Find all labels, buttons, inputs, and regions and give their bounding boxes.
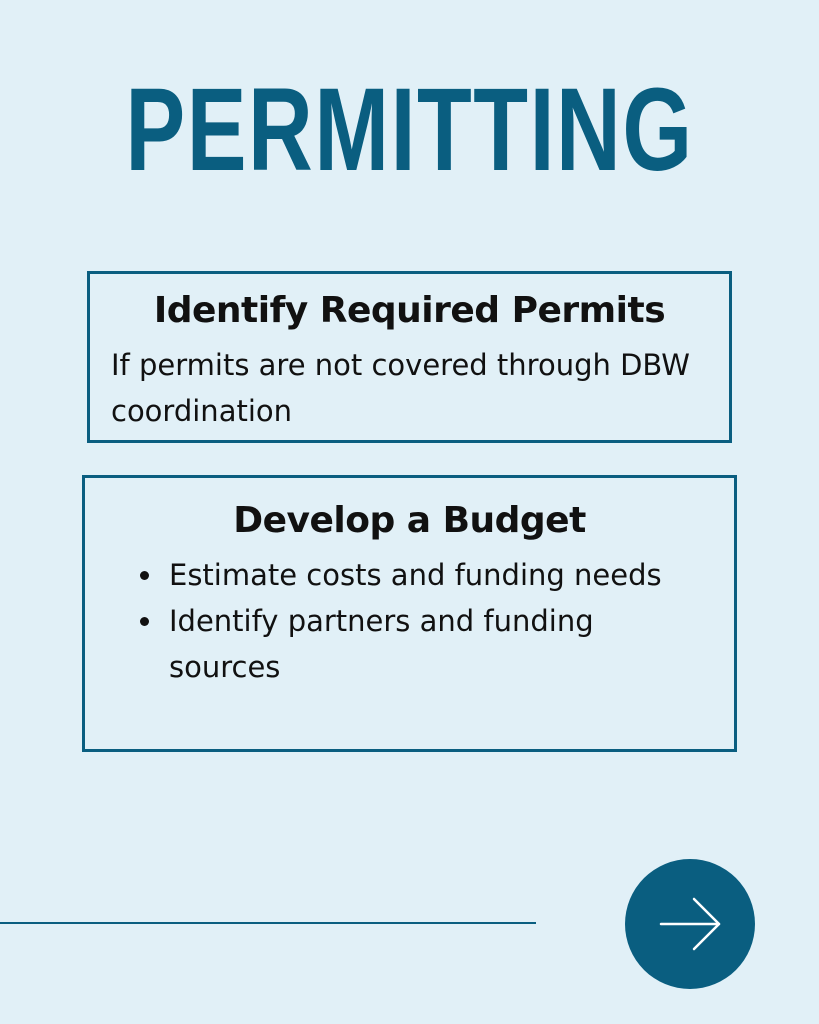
list-item-text: Identify partners and funding sources xyxy=(169,604,594,684)
bullet-icon xyxy=(140,617,149,626)
list-item-text: Estimate costs and funding needs xyxy=(169,558,662,592)
next-button[interactable] xyxy=(625,859,755,989)
page-title: PERMITTING xyxy=(125,64,694,196)
budget-heading: Develop a Budget xyxy=(233,500,586,541)
budget-card xyxy=(82,475,737,752)
permits-description: If permits are not covered through DBW coordination xyxy=(111,348,690,428)
list-item xyxy=(136,598,676,690)
bullet-icon xyxy=(140,571,149,580)
divider xyxy=(0,922,536,924)
arrow-right-icon xyxy=(625,859,755,989)
list-item xyxy=(136,552,676,598)
permits-heading: Identify Required Permits xyxy=(153,290,666,331)
budget-list xyxy=(136,552,676,690)
permits-card xyxy=(87,271,732,443)
